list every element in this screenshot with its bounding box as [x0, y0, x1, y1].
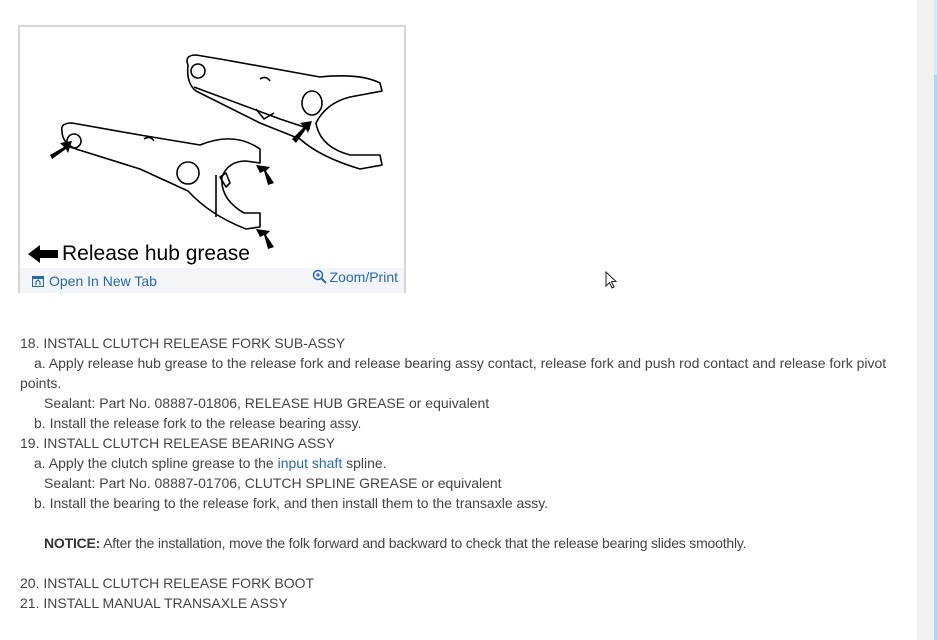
figure-card: [18, 25, 406, 293]
open-in-new-tab-label: Open In New Tab: [49, 273, 157, 289]
step-19a-text: a. Apply the clutch spline grease to the: [34, 455, 278, 471]
figure-caption: [28, 242, 250, 266]
procedure-text: [20, 333, 910, 613]
zoom-print-label: Zoom/Print: [329, 269, 398, 285]
step-19a-text-end: spline.: [342, 455, 387, 471]
notice-text: After the installation, move the folk forward and backward to check that the release bearing slides smoothly.: [100, 535, 747, 551]
step-18a: a. Apply release hub grease to the release fork and release bearing assy contact, release fork and push rod contact and release fork pivot: [34, 355, 887, 371]
notice-label: NOTICE:: [44, 535, 101, 551]
step-18-sealant: Sealant: Part No. 08887-01806, RELEASE HUB GREASE or equivalent: [44, 395, 490, 411]
step-21-title: 21. INSTALL MANUAL TRANSAXLE ASSY: [20, 595, 288, 611]
open-new-tab-icon: [32, 276, 44, 287]
fork-drawing: [20, 27, 404, 268]
step-19-title: 19. INSTALL CLUTCH RELEASE BEARING ASSY: [20, 435, 336, 451]
step-18b: b. Install the release fork to the release bearing assy.: [34, 415, 362, 431]
step-18-title: 18. INSTALL CLUTCH RELEASE FORK SUB-ASSY: [20, 335, 346, 351]
step-18a-cont: points.: [20, 375, 62, 391]
step-20-title: 20. INSTALL CLUTCH RELEASE FORK BOOT: [20, 575, 315, 591]
step-19-sealant: Sealant: Part No. 08887-01706, CLUTCH SPLINE GREASE or equivalent: [44, 475, 502, 491]
open-in-new-tab-link[interactable]: [32, 273, 157, 289]
caption-text: Release hub grease: [62, 242, 250, 265]
zoom-in-icon: [312, 269, 328, 285]
clutch-release-fork-illustration[interactable]: [20, 27, 404, 268]
step-19a: [20, 453, 910, 473]
mouse-cursor-icon: [605, 271, 619, 291]
zoom-print-link[interactable]: [312, 269, 398, 285]
notice: [20, 533, 910, 553]
input-shaft-link[interactable]: input shaft: [277, 455, 343, 471]
figure-toolbar: [20, 268, 404, 293]
left-arrow-icon: [28, 245, 58, 263]
step-19b: b. Install the bearing to the release fork, and then install them to the transaxle assy.: [34, 495, 549, 511]
